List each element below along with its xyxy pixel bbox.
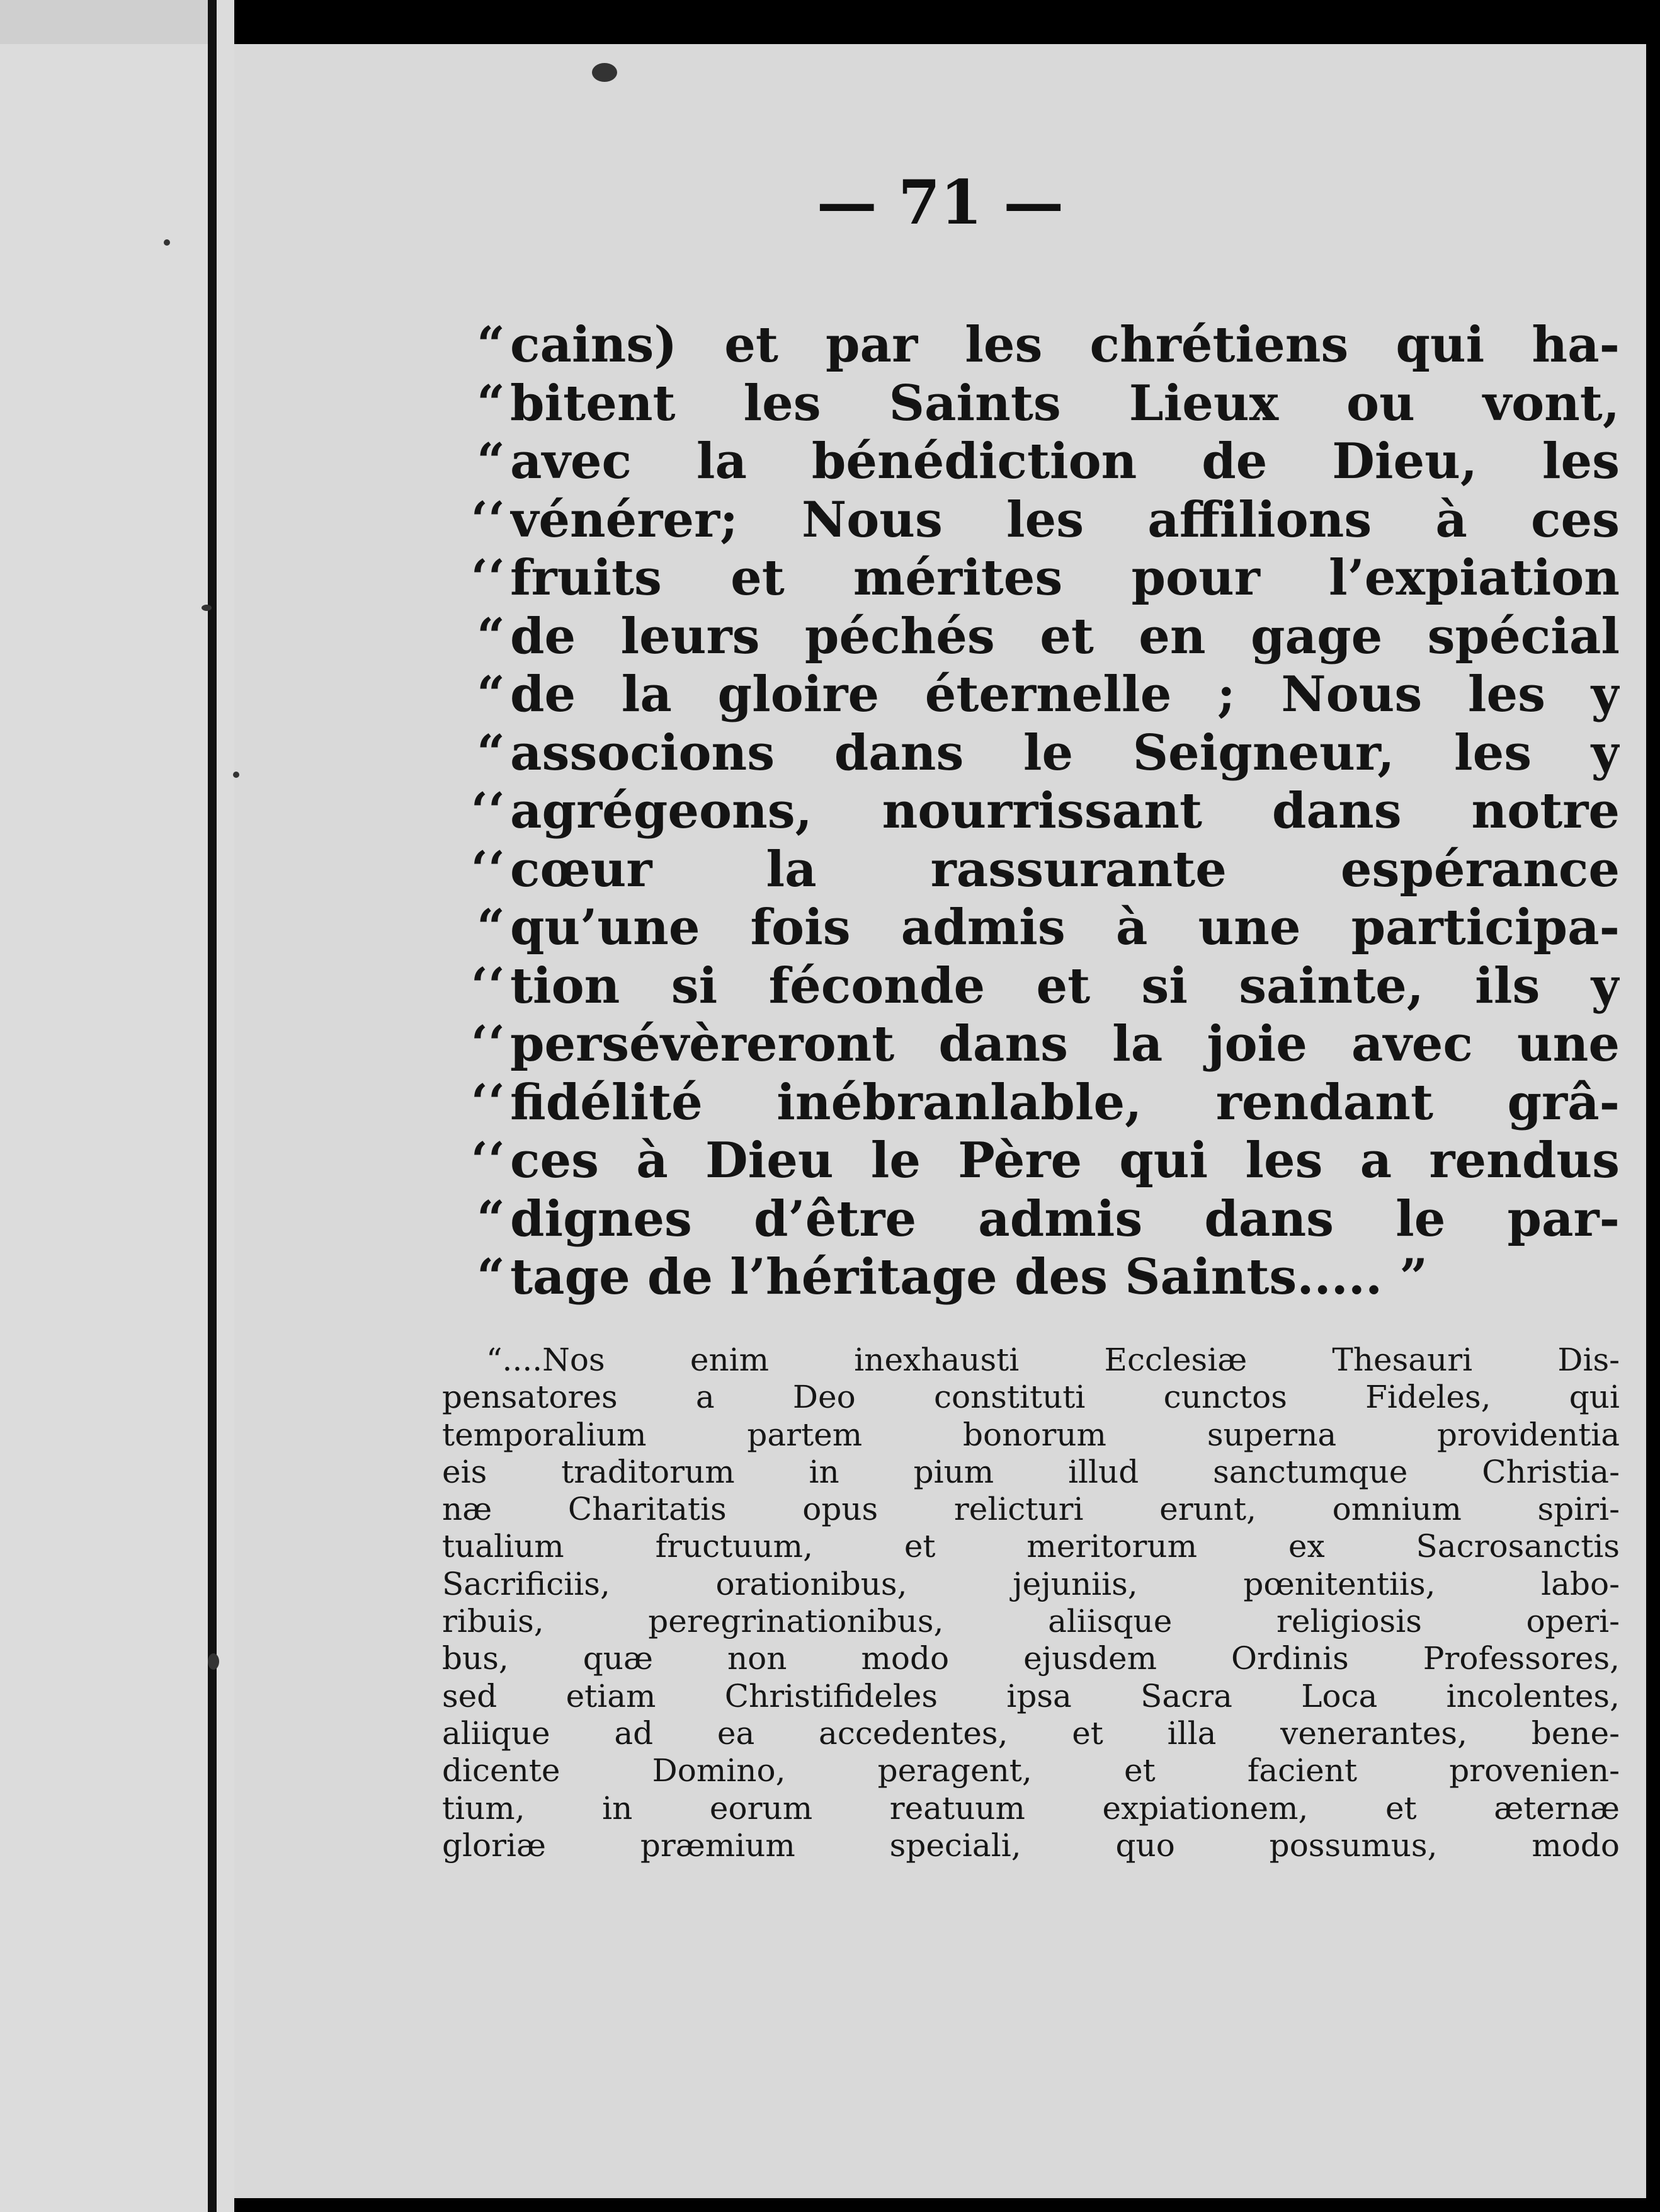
scan-speck [233,772,239,778]
opening-quote-mark: ‘‘ [470,957,505,1015]
opening-quote-mark: “ [477,316,505,373]
page-number: — 71 — [816,167,1064,238]
line-text: fidélité inébranlable, rendant grâ- [510,1073,1620,1131]
scan-speck [592,63,617,82]
scan-speck [164,239,170,246]
opening-quote-mark: ‘‘ [470,549,505,607]
latin-line: temporalium partem bonorum superna providentia [442,1416,1620,1453]
line-text: ces à Dieu le Père qui les a rendus [510,1132,1620,1189]
opening-quote-mark: “ [477,899,505,956]
line-text: de leurs péchés et en gage spécial [510,607,1620,665]
opening-quote-mark: ‘‘ [470,782,505,840]
text-line [461,433,1620,491]
opening-quote-mark: “ [477,607,505,665]
scan-right-border [1646,0,1660,2212]
line-text: avec la bénédiction de Dieu, les [510,433,1620,490]
opening-quote-mark: ‘‘ [470,1132,505,1189]
text-line [461,1190,1620,1249]
text-line [461,375,1620,433]
latin-line: “....Nos enim inexhausti Ecclesiæ Thesauri Dis- [486,1342,1620,1378]
opening-quote-mark: “ [477,724,505,782]
line-text: fruits et mérites pour l’expiation [510,549,1620,607]
left-margin-strip [0,0,234,2212]
latin-line: pensatores a Deo constituti cunctos Fideles, qui [442,1379,1620,1416]
line-text: bitent les Saints Lieux ou vont, [510,374,1620,432]
text-line [461,608,1620,666]
line-text: agrégeons, nourrissant dans notre [510,782,1620,840]
line-text: associons dans le Seigneur, les y [510,724,1620,782]
opening-quote-mark: ‘‘ [470,491,505,549]
latin-line: tium, in eorum reatuum expiationem, et æternæ [442,1789,1620,1827]
opening-quote-mark: “ [477,1248,505,1306]
text-line [461,841,1620,899]
scan-speck [202,605,212,611]
latin-line: Sacrificiis, orationibus, jejuniis, pœnitentiis, labo- [442,1565,1620,1602]
text-line [461,1015,1620,1074]
latin-line: sed etiam Christifideles ipsa Sacra Loca incolentes, [442,1677,1620,1714]
latin-quote-block [442,1342,1620,1864]
text-line [461,957,1620,1016]
latin-line: dicente Domino, peragent, et facient provenien- [442,1752,1620,1789]
text-line [461,549,1620,608]
opening-quote-mark: “ [477,1190,505,1248]
left-margin-top [0,0,208,44]
text-line [461,491,1620,550]
line-text: tion si féconde et si sainte, ils y [510,957,1620,1015]
text-line [461,782,1620,841]
text-line [461,724,1620,783]
latin-line: tualium fructuum, et meritorum ex Sacrosanctis [442,1528,1620,1565]
french-quote-block [461,316,1620,1307]
latin-line: aliique ad ea accedentes, et illa venerantes, bene- [442,1714,1620,1752]
latin-line: ribuis, peregrinationibus, aliisque religiosis operi- [442,1603,1620,1640]
gutter-rule [208,0,217,2212]
line-text: dignes d’être admis dans le par- [510,1190,1620,1248]
line-text: vénérer; Nous les affilions à ces [510,491,1620,549]
scan-top-border [0,0,1660,44]
latin-line: næ Charitatis opus relicturi erunt, omnium spiri- [442,1491,1620,1528]
text-line [461,899,1620,957]
text-line [461,1132,1620,1190]
book-page [234,44,1646,2198]
text-line [461,1074,1620,1132]
latin-line: bus, quæ non modo ejusdem Ordinis Professores, [442,1640,1620,1677]
opening-quote-mark: ‘‘ [470,1073,505,1131]
text-line [461,666,1620,724]
opening-quote-mark: ‘‘ [470,1015,505,1073]
latin-line: gloriæ præmium speciali, quo possumus, modo [442,1827,1620,1864]
opening-quote-mark: ‘‘ [470,840,505,898]
opening-quote-mark: “ [477,433,505,490]
latin-line: eis traditorum in pium illud sanctumque Christia- [442,1453,1620,1490]
opening-quote-mark: “ [477,374,505,432]
line-text: persévèreront dans la joie avec une [510,1015,1620,1073]
line-text: cains) et par les chrétiens qui ha- [510,316,1620,373]
line-text: cœur la rassurante espérance [510,840,1620,898]
text-line [461,316,1620,375]
opening-quote-mark: “ [477,666,505,723]
scan-speck [208,1653,219,1670]
line-text: de la gloire éternelle ; Nous les y [510,666,1620,723]
line-text: qu’une fois admis à une participa- [510,899,1620,956]
text-line [461,1248,1620,1307]
line-text: tage de l’héritage des Saints..... ” [510,1248,1428,1306]
